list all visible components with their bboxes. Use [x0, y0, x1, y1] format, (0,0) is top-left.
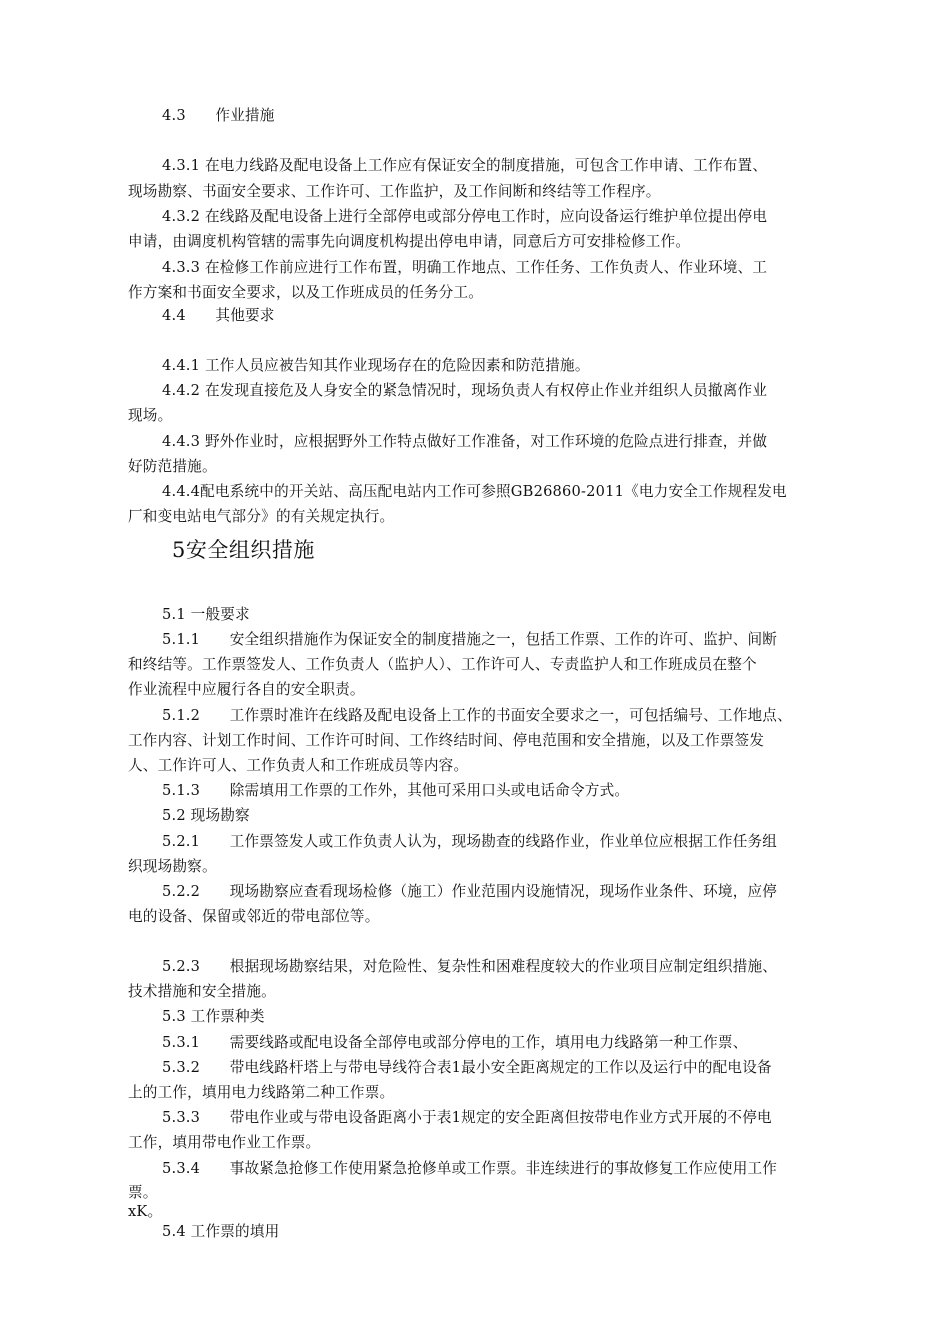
paragraph-5-1-1-line-2: 和终结等。工作票签发人、工作负责人（监护人）、工作许可人、专责监护人和工作班成员在整个 — [128, 656, 757, 673]
paragraph-5-1-2-line-3: 人、工作许可人、工作负责人和工作班成员等内容。 — [128, 757, 469, 774]
section-5-4-heading: 5.4 工作票的填用 — [162, 1223, 280, 1240]
paragraph-5-3-2-line-2: 上的工作，填用电力线路第二种工作票。 — [128, 1084, 395, 1101]
section-5-3-heading: 5.3 工作票种类 — [162, 1008, 265, 1025]
section-5-1-heading: 5.1 一般要求 — [162, 606, 250, 623]
paragraph-4-3-3-line-2: 作方案和书面安全要求，以及工作班成员的任务分工。 — [128, 284, 484, 301]
paragraph-4-3-2-line-2: 申请，由调度机构管辖的需事先向调度机构提出停电申请，同意后方可安排检修工作。 — [128, 233, 691, 250]
paragraph-5-3-4-line-1: 5.3.4 事故紧急抢修工作使用紧急抢修单或工作票。非连续进行的事故修复工作应使用工作 — [162, 1160, 778, 1177]
paragraph-4-4-2-line-2: 现场。 — [128, 407, 173, 424]
paragraph-5-2-2-line-1: 5.2.2 现场勘察应查看现场检修（施工）作业范围内设施情况，现场作业条件、环境，应停 — [162, 883, 778, 900]
paragraph-5-3-4-line-2: 票。 — [128, 1184, 158, 1201]
paragraph-5-1-1-line-3: 作业流程中应履行各自的安全职责。 — [128, 681, 365, 698]
paragraph-5-2-1-line-2: 织现场勘察。 — [128, 858, 217, 875]
paragraph-5-1-1-line-1: 5.1.1 安全组织措施作为保证安全的制度措施之一，包括工作票、工作的许可、监护、间断 — [162, 631, 778, 648]
paragraph-5-3-2-line-1: 5.3.2 带电线路杆塔上与带电导线符合表1最小安全距离规定的工作以及运行中的配电设备 — [162, 1059, 772, 1076]
paragraph-5-3-3-line-1: 5.3.3 带电作业或与带电设备距离小于表1规定的安全距离但按带电作业方式开展的不停电 — [162, 1109, 772, 1126]
paragraph-5-1-2-line-2: 工作内容、计划工作时间、工作许可时间、工作终结时间、停电范围和安全措施，以及工作票签发 — [128, 732, 765, 749]
paragraph-4-4-4-line-2: 厂和变电站电气部分》的有关规定执行。 — [128, 508, 395, 525]
stray-text-fragment: xK。 — [128, 1203, 163, 1220]
paragraph-4-3-1-line-2: 现场勘察、书面安全要求、工作许可、工作监护，及工作间断和终结等工作程序。 — [128, 183, 661, 200]
paragraph-4-4-4-line-1: 4.4.4配电系统中的开关站、高压配电站内工作可参照GB26860-2011《电力安全工作规程发电 — [162, 483, 787, 500]
paragraph-4-4-3-line-2: 好防范措施。 — [128, 458, 217, 475]
section-4-4-heading: 4.4 其他要求 — [162, 307, 275, 324]
paragraph-5-2-3-line-2: 技术措施和安全措施。 — [128, 983, 276, 1000]
paragraph-5-1-3: 5.1.3 除需填用工作票的工作外，其他可采用口头或电话命令方式。 — [162, 782, 630, 799]
paragraph-5-2-3-line-1: 5.2.3 根据现场勘察结果，对危险性、复杂性和困难程度较大的作业项目应制定组织措施、 — [162, 958, 778, 975]
paragraph-4-4-2-line-1: 4.4.2 在发现直接危及人身安全的紧急情况时，现场负责人有权停止作业并组织人员撤离作业 — [162, 382, 768, 399]
section-5-2-heading: 5.2 现场勘察 — [162, 807, 250, 824]
paragraph-5-2-1-line-1: 5.2.1 工作票签发人或工作负责人认为，现场勘查的线路作业，作业单位应根据工作任务组 — [162, 833, 778, 850]
section-4-3-heading: 4.3 作业措施 — [162, 107, 275, 124]
paragraph-4-4-1: 4.4.1 工作人员应被告知其作业现场存在的危险因素和防范措施。 — [162, 357, 590, 374]
paragraph-4-3-1-line-1: 4.3.1 在电力线路及配电设备上工作应有保证安全的制度措施，可包含工作申请、工作布置、 — [162, 157, 768, 174]
paragraph-5-1-2-line-1: 5.1.2 工作票时准许在线路及配电设备上工作的书面安全要求之一，可包括编号、工作地点、 — [162, 707, 792, 724]
paragraph-4-3-3-line-1: 4.3.3 在检修工作前应进行工作布置，明确工作地点、工作任务、工作负责人、作业环境、工 — [162, 259, 768, 276]
chapter-5-heading: 5安全组织措施 — [172, 538, 315, 562]
paragraph-4-4-3-line-1: 4.4.3 野外作业时，应根据野外工作特点做好工作准备，对工作环境的危险点进行排查，并做 — [162, 433, 768, 450]
paragraph-4-3-2-line-1: 4.3.2 在线路及配电设备上进行全部停电或部分停电工作时，应向设备运行维护单位提出停电 — [162, 208, 768, 225]
paragraph-5-3-3-line-2: 工作，填用带电作业工作票。 — [128, 1134, 321, 1151]
paragraph-5-2-2-line-2: 电的设备、保留或邻近的带电部位等。 — [128, 908, 380, 925]
paragraph-5-3-1: 5.3.1 需要线路或配电设备全部停电或部分停电的工作，填用电力线路第一种工作票、 — [162, 1034, 748, 1051]
